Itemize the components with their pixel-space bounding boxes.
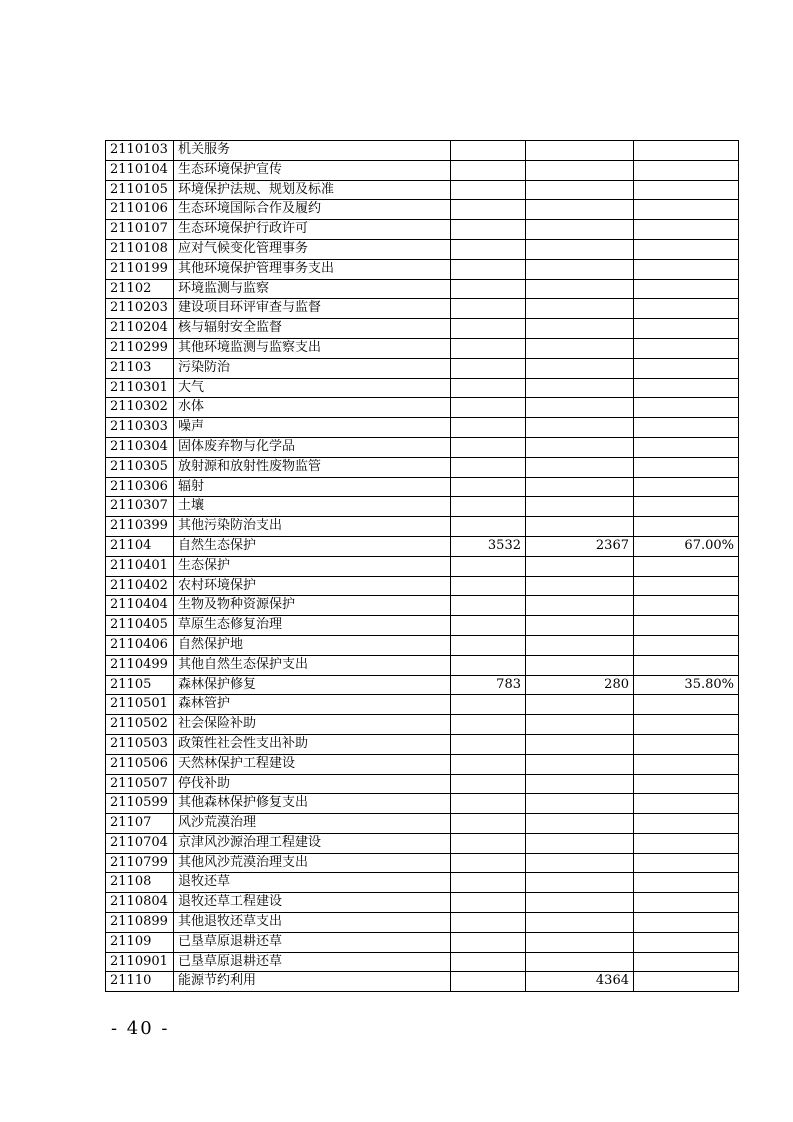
value-col2-cell	[526, 279, 634, 299]
value-col2-cell	[526, 418, 634, 438]
value-col1-cell	[451, 596, 526, 616]
subject-code-cell: 2110105	[106, 180, 174, 200]
subject-code-cell: 2110199	[106, 259, 174, 279]
value-col2-cell	[526, 655, 634, 675]
subject-name-cell: 政策性社会性支出补助	[174, 734, 451, 754]
value-col1-cell	[451, 259, 526, 279]
percent-cell	[634, 715, 739, 735]
value-col2-cell	[526, 853, 634, 873]
value-col1-cell	[451, 319, 526, 339]
percent-cell	[634, 338, 739, 358]
table-row	[106, 437, 739, 457]
value-col2-cell	[526, 378, 634, 398]
subject-name-cell: 其他污染防治支出	[174, 517, 451, 537]
percent-cell	[634, 794, 739, 814]
percent-cell	[634, 358, 739, 378]
percent-cell	[634, 774, 739, 794]
subject-code-cell: 2110302	[106, 398, 174, 418]
subject-name-cell: 停伐补助	[174, 774, 451, 794]
budget-table-body	[106, 141, 739, 992]
subject-name-cell: 京津风沙源治理工程建设	[174, 833, 451, 853]
table-row	[106, 556, 739, 576]
value-col2-cell	[526, 398, 634, 418]
table-row	[106, 972, 739, 992]
subject-code-cell: 2110503	[106, 734, 174, 754]
percent-cell	[634, 180, 739, 200]
subject-name-cell: 其他环境保护管理事务支出	[174, 259, 451, 279]
value-col2-cell	[526, 180, 634, 200]
subject-name-cell: 建设项目环评审查与监督	[174, 299, 451, 319]
subject-name-cell: 大气	[174, 378, 451, 398]
value-col1-cell	[451, 517, 526, 537]
subject-name-cell: 应对气候变化管理事务	[174, 239, 451, 259]
value-col2-cell	[526, 437, 634, 457]
percent-cell	[634, 913, 739, 933]
percent-cell	[634, 220, 739, 240]
table-row	[106, 754, 739, 774]
value-col2-cell: 280	[526, 675, 634, 695]
percent-cell	[634, 279, 739, 299]
subject-code-cell: 2110404	[106, 596, 174, 616]
value-col1-cell	[451, 220, 526, 240]
value-col2-cell	[526, 635, 634, 655]
value-col2-cell	[526, 952, 634, 972]
subject-name-cell: 生态环境保护行政许可	[174, 220, 451, 240]
percent-cell	[634, 754, 739, 774]
percent-cell	[634, 437, 739, 457]
percent-cell	[634, 853, 739, 873]
subject-name-cell: 生态环境国际合作及履约	[174, 200, 451, 220]
table-row	[106, 220, 739, 240]
value-col1-cell: 3532	[451, 536, 526, 556]
value-col1-cell	[451, 437, 526, 457]
table-row	[106, 180, 739, 200]
subject-code-cell: 2110399	[106, 517, 174, 537]
percent-cell	[634, 972, 739, 992]
value-col1-cell	[451, 418, 526, 438]
subject-name-cell: 机关服务	[174, 141, 451, 161]
table-row	[106, 517, 739, 537]
subject-code-cell: 21105	[106, 675, 174, 695]
subject-name-cell: 生态保护	[174, 556, 451, 576]
value-col1-cell	[451, 913, 526, 933]
value-col2-cell	[526, 497, 634, 517]
subject-code-cell: 21102	[106, 279, 174, 299]
subject-code-cell: 21103	[106, 358, 174, 378]
table-row	[106, 259, 739, 279]
subject-name-cell: 环境保护法规、规划及标准	[174, 180, 451, 200]
subject-name-cell: 农村环境保护	[174, 576, 451, 596]
subject-name-cell: 生物及物种资源保护	[174, 596, 451, 616]
percent-cell: 67.00%	[634, 536, 739, 556]
percent-cell	[634, 952, 739, 972]
percent-cell	[634, 517, 739, 537]
value-col2-cell	[526, 932, 634, 952]
subject-code-cell: 2110899	[106, 913, 174, 933]
percent-cell	[634, 239, 739, 259]
value-col1-cell	[451, 833, 526, 853]
percent-cell	[634, 833, 739, 853]
table-row	[106, 536, 739, 556]
percent-cell: 35.80%	[634, 675, 739, 695]
subject-code-cell: 2110306	[106, 477, 174, 497]
subject-code-cell: 2110402	[106, 576, 174, 596]
subject-code-cell: 2110307	[106, 497, 174, 517]
subject-code-cell: 2110106	[106, 200, 174, 220]
table-row	[106, 141, 739, 161]
value-col2-cell	[526, 814, 634, 834]
value-col2-cell	[526, 596, 634, 616]
value-col1-cell	[451, 972, 526, 992]
subject-name-cell: 退牧还草工程建设	[174, 893, 451, 913]
subject-code-cell: 2110204	[106, 319, 174, 339]
value-col1-cell	[451, 299, 526, 319]
subject-name-cell: 噪声	[174, 418, 451, 438]
subject-name-cell: 风沙荒漠治理	[174, 814, 451, 834]
subject-name-cell: 辐射	[174, 477, 451, 497]
subject-name-cell: 自然保护地	[174, 635, 451, 655]
value-col2-cell	[526, 913, 634, 933]
subject-name-cell: 水体	[174, 398, 451, 418]
table-row	[106, 655, 739, 675]
table-row	[106, 853, 739, 873]
percent-cell	[634, 457, 739, 477]
value-col2-cell	[526, 299, 634, 319]
value-col1-cell	[451, 655, 526, 675]
percent-cell	[634, 497, 739, 517]
subject-name-cell: 自然生态保护	[174, 536, 451, 556]
value-col1-cell	[451, 616, 526, 636]
percent-cell	[634, 259, 739, 279]
value-col1-cell	[451, 754, 526, 774]
subject-code-cell: 2110405	[106, 616, 174, 636]
subject-code-cell: 2110499	[106, 655, 174, 675]
percent-cell	[634, 319, 739, 339]
table-row	[106, 358, 739, 378]
table-row	[106, 833, 739, 853]
value-col2-cell	[526, 141, 634, 161]
value-col2-cell	[526, 457, 634, 477]
percent-cell	[634, 299, 739, 319]
value-col1-cell	[451, 378, 526, 398]
percent-cell	[634, 576, 739, 596]
value-col2-cell	[526, 695, 634, 715]
table-row	[106, 893, 739, 913]
subject-code-cell: 2110305	[106, 457, 174, 477]
value-col2-cell	[526, 556, 634, 576]
value-col2-cell	[526, 754, 634, 774]
table-row	[106, 695, 739, 715]
value-col2-cell	[526, 358, 634, 378]
subject-name-cell: 草原生态修复治理	[174, 616, 451, 636]
percent-cell	[634, 200, 739, 220]
subject-code-cell: 2110303	[106, 418, 174, 438]
subject-name-cell: 已垦草原退耕还草	[174, 932, 451, 952]
subject-name-cell: 污染防治	[174, 358, 451, 378]
table-row	[106, 576, 739, 596]
value-col1-cell	[451, 141, 526, 161]
subject-name-cell: 能源节约利用	[174, 972, 451, 992]
percent-cell	[634, 141, 739, 161]
value-col1-cell	[451, 715, 526, 735]
table-row	[106, 457, 739, 477]
percent-cell	[634, 893, 739, 913]
subject-code-cell: 2110299	[106, 338, 174, 358]
value-col1-cell	[451, 814, 526, 834]
subject-name-cell: 其他退牧还草支出	[174, 913, 451, 933]
subject-code-cell: 2110799	[106, 853, 174, 873]
percent-cell	[634, 556, 739, 576]
value-col1-cell	[451, 873, 526, 893]
table-row	[106, 774, 739, 794]
value-col1-cell	[451, 695, 526, 715]
subject-name-cell: 环境监测与监察	[174, 279, 451, 299]
value-col2-cell	[526, 259, 634, 279]
value-col2-cell	[526, 616, 634, 636]
value-col1-cell	[451, 239, 526, 259]
percent-cell	[634, 418, 739, 438]
value-col1-cell: 783	[451, 675, 526, 695]
value-col2-cell	[526, 794, 634, 814]
subject-code-cell: 21108	[106, 873, 174, 893]
table-row	[106, 952, 739, 972]
value-col2-cell	[526, 160, 634, 180]
subject-name-cell: 土壤	[174, 497, 451, 517]
percent-cell	[634, 398, 739, 418]
percent-cell	[634, 635, 739, 655]
percent-cell	[634, 160, 739, 180]
percent-cell	[634, 378, 739, 398]
table-row	[106, 616, 739, 636]
table-row	[106, 635, 739, 655]
table-row	[106, 338, 739, 358]
percent-cell	[634, 477, 739, 497]
subject-code-cell: 21110	[106, 972, 174, 992]
value-col1-cell	[451, 734, 526, 754]
subject-code-cell: 2110108	[106, 239, 174, 259]
value-col2-cell	[526, 517, 634, 537]
subject-code-cell: 2110502	[106, 715, 174, 735]
subject-code-cell: 2110401	[106, 556, 174, 576]
table-row	[106, 497, 739, 517]
subject-name-cell: 其他风沙荒漠治理支出	[174, 853, 451, 873]
value-col2-cell	[526, 319, 634, 339]
value-col2-cell	[526, 873, 634, 893]
value-col1-cell	[451, 457, 526, 477]
page-number: - 40 -	[111, 1018, 170, 1039]
value-col1-cell	[451, 853, 526, 873]
table-row	[106, 160, 739, 180]
subject-code-cell: 2110507	[106, 774, 174, 794]
value-col1-cell	[451, 477, 526, 497]
value-col1-cell	[451, 635, 526, 655]
percent-cell	[634, 596, 739, 616]
value-col1-cell	[451, 398, 526, 418]
percent-cell	[634, 873, 739, 893]
value-col1-cell	[451, 932, 526, 952]
table-row	[106, 596, 739, 616]
subject-code-cell: 2110304	[106, 437, 174, 457]
percent-cell	[634, 734, 739, 754]
percent-cell	[634, 932, 739, 952]
table-row	[106, 299, 739, 319]
subject-code-cell: 2110103	[106, 141, 174, 161]
value-col1-cell	[451, 279, 526, 299]
percent-cell	[634, 655, 739, 675]
subject-name-cell: 其他自然生态保护支出	[174, 655, 451, 675]
subject-code-cell: 2110704	[106, 833, 174, 853]
subject-name-cell: 其他森林保护修复支出	[174, 794, 451, 814]
table-row	[106, 200, 739, 220]
subject-name-cell: 森林保护修复	[174, 675, 451, 695]
table-row	[106, 814, 739, 834]
value-col2-cell	[526, 715, 634, 735]
value-col1-cell	[451, 774, 526, 794]
subject-code-cell: 2110406	[106, 635, 174, 655]
subject-code-cell: 21104	[106, 536, 174, 556]
table-row	[106, 675, 739, 695]
value-col2-cell	[526, 893, 634, 913]
value-col2-cell	[526, 833, 634, 853]
value-col1-cell	[451, 556, 526, 576]
subject-name-cell: 社会保险补助	[174, 715, 451, 735]
table-row	[106, 239, 739, 259]
table-row	[106, 398, 739, 418]
value-col1-cell	[451, 160, 526, 180]
subject-name-cell: 核与辐射安全监督	[174, 319, 451, 339]
table-row	[106, 794, 739, 814]
value-col1-cell	[451, 794, 526, 814]
value-col2-cell	[526, 477, 634, 497]
percent-cell	[634, 695, 739, 715]
subject-code-cell: 2110104	[106, 160, 174, 180]
budget-table	[105, 140, 739, 992]
value-col1-cell	[451, 338, 526, 358]
value-col2-cell	[526, 220, 634, 240]
table-row	[106, 932, 739, 952]
value-col2-cell	[526, 576, 634, 596]
subject-name-cell: 天然林保护工程建设	[174, 754, 451, 774]
subject-code-cell: 2110107	[106, 220, 174, 240]
subject-code-cell: 2110599	[106, 794, 174, 814]
subject-code-cell: 2110506	[106, 754, 174, 774]
value-col2-cell	[526, 734, 634, 754]
subject-code-cell: 2110301	[106, 378, 174, 398]
value-col2-cell	[526, 774, 634, 794]
value-col1-cell	[451, 576, 526, 596]
percent-cell	[634, 814, 739, 834]
subject-code-cell: 21109	[106, 932, 174, 952]
table-row	[106, 477, 739, 497]
subject-name-cell: 放射源和放射性废物监管	[174, 457, 451, 477]
value-col2-cell	[526, 239, 634, 259]
table-row	[106, 279, 739, 299]
value-col1-cell	[451, 180, 526, 200]
value-col1-cell	[451, 497, 526, 517]
table-row	[106, 734, 739, 754]
subject-name-cell: 已垦草原退耕还草	[174, 952, 451, 972]
value-col1-cell	[451, 952, 526, 972]
subject-code-cell: 2110901	[106, 952, 174, 972]
table-row	[106, 913, 739, 933]
subject-code-cell: 21107	[106, 814, 174, 834]
value-col1-cell	[451, 358, 526, 378]
value-col2-cell	[526, 338, 634, 358]
table-row	[106, 418, 739, 438]
table-row	[106, 715, 739, 735]
value-col1-cell	[451, 893, 526, 913]
subject-name-cell: 其他环境监测与监察支出	[174, 338, 451, 358]
table-row	[106, 319, 739, 339]
table-row	[106, 873, 739, 893]
value-col2-cell	[526, 200, 634, 220]
subject-name-cell: 森林管护	[174, 695, 451, 715]
subject-code-cell: 2110203	[106, 299, 174, 319]
subject-code-cell: 2110804	[106, 893, 174, 913]
value-col2-cell: 2367	[526, 536, 634, 556]
subject-name-cell: 固体废弃物与化学品	[174, 437, 451, 457]
subject-name-cell: 退牧还草	[174, 873, 451, 893]
table-row	[106, 378, 739, 398]
subject-name-cell: 生态环境保护宣传	[174, 160, 451, 180]
value-col1-cell	[451, 200, 526, 220]
value-col2-cell: 4364	[526, 972, 634, 992]
subject-code-cell: 2110501	[106, 695, 174, 715]
percent-cell	[634, 616, 739, 636]
